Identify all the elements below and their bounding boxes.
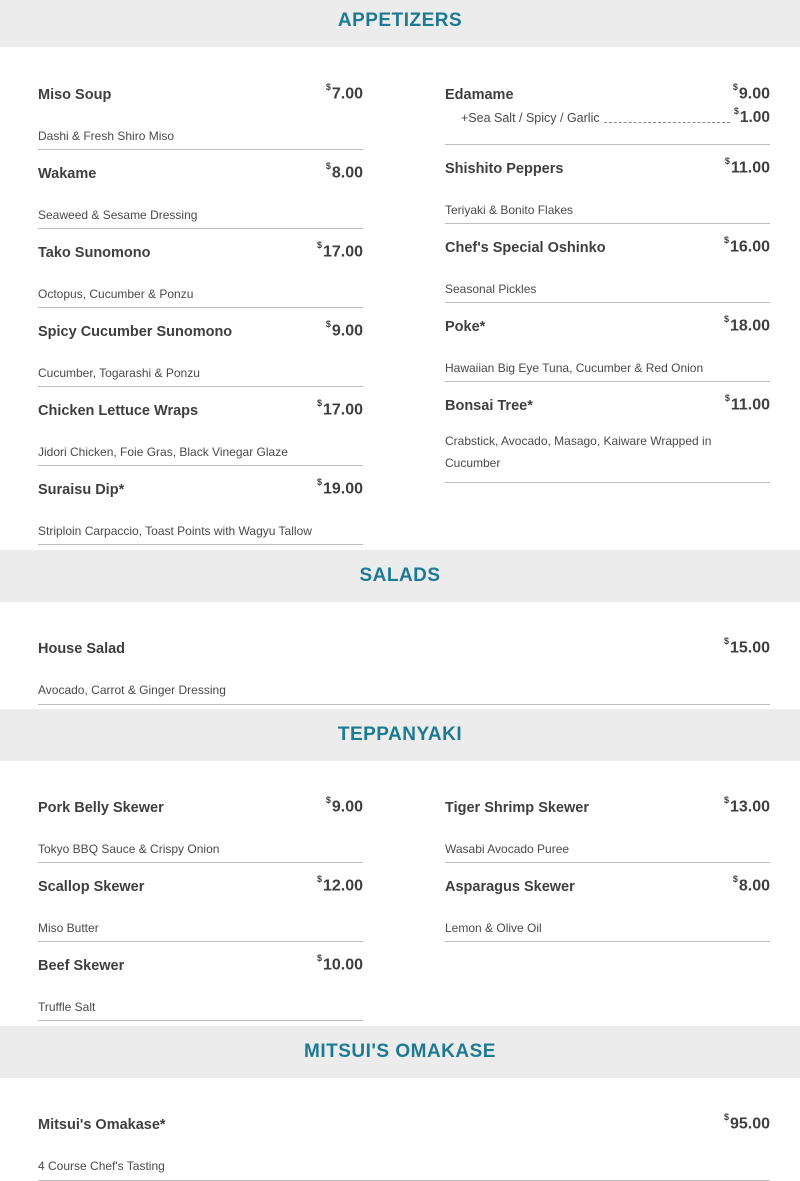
item-description: Octopus, Cucumber & Ponzu [38, 287, 194, 301]
currency-symbol: $ [316, 398, 322, 408]
menu-item [38, 239, 363, 308]
currency-symbol: $ [732, 874, 738, 884]
currency-symbol: $ [325, 319, 331, 329]
currency-symbol: $ [316, 874, 322, 884]
currency-symbol: $ [723, 795, 729, 805]
menu-item [445, 794, 770, 863]
section-header-appetizers [0, 0, 800, 47]
menu-item [445, 313, 770, 382]
item-price: $11.00 [724, 156, 770, 177]
menu-item [38, 635, 770, 705]
currency-symbol: $ [316, 477, 322, 487]
item-addon [461, 108, 770, 127]
item-name: Suraisu Dip* [38, 482, 125, 498]
section-title: SALADS [359, 565, 441, 586]
item-name: Bonsai Tree* [445, 398, 533, 414]
item-name: Pork Belly Skewer [38, 800, 164, 816]
item-price: $9.00 [325, 319, 363, 340]
menu-item [445, 234, 770, 303]
item-price: $12.00 [316, 874, 363, 895]
item-price: $8.00 [732, 874, 770, 895]
currency-symbol: $ [316, 953, 322, 963]
item-name: Mitsui's Omakase* [38, 1117, 166, 1133]
menu-item [38, 318, 363, 387]
currency-symbol: $ [723, 314, 729, 324]
item-name: Miso Soup [38, 87, 112, 103]
item-name: Edamame [445, 87, 514, 103]
menu-item [445, 392, 770, 483]
item-price: $17.00 [316, 398, 363, 419]
item-description: Seaweed & Sesame Dressing [38, 208, 198, 222]
section-header-salads [0, 550, 800, 602]
item-description: Hawaiian Big Eye Tuna, Cucumber & Red Onion [445, 361, 704, 375]
item-price: $19.00 [316, 477, 363, 498]
currency-symbol: $ [723, 235, 729, 245]
item-price: $17.00 [316, 240, 363, 261]
currency-symbol: $ [724, 156, 730, 166]
menu-item [445, 873, 770, 942]
section-title: APPETIZERS [337, 10, 463, 31]
menu-item [38, 397, 363, 466]
menu-item [445, 155, 770, 224]
menu-item [38, 476, 363, 545]
item-price: $16.00 [723, 235, 770, 256]
item-price: $11.00 [724, 393, 770, 414]
menu-item [38, 873, 363, 942]
item-name: Tako Sunomono [38, 245, 151, 261]
item-price: $8.00 [325, 161, 363, 182]
item-description: Tokyo BBQ Sauce & Crispy Onion [38, 842, 220, 856]
item-name: Scallop Skewer [38, 879, 145, 895]
item-name: Tiger Shrimp Skewer [445, 800, 589, 816]
item-price: $9.00 [325, 795, 363, 816]
addon-price: $1.00 [733, 106, 770, 127]
currency-symbol: $ [325, 795, 331, 805]
item-description: Striploin Carpaccio, Toast Points with Wagyu Tallow [38, 524, 312, 538]
item-name: House Salad [38, 641, 126, 657]
item-price: $95.00 [723, 1112, 770, 1133]
currency-symbol: $ [723, 636, 729, 646]
currency-symbol: $ [316, 240, 322, 250]
currency-symbol: $ [732, 82, 738, 92]
menu-item [38, 952, 363, 1021]
menu-item [38, 160, 363, 229]
item-name: Poke* [445, 319, 486, 335]
item-name: Shishito Peppers [445, 161, 564, 177]
item-description: Cucumber, Togarashi & Ponzu [38, 366, 200, 380]
currency-symbol: $ [724, 393, 730, 403]
currency-symbol: $ [325, 161, 331, 171]
section-title: MITSUI'S OMAKASE [304, 1041, 496, 1062]
item-description: Teriyaki & Bonito Flakes [445, 203, 574, 217]
item-name: Beef Skewer [38, 958, 125, 974]
menu-item [445, 81, 770, 145]
menu-item [38, 81, 363, 150]
currency-symbol: $ [733, 106, 739, 116]
section-title: TEPPANYAKI [337, 724, 463, 745]
item-description: 4 Course Chef's Tasting [38, 1159, 165, 1173]
menu-item [38, 1111, 770, 1181]
item-price: $9.00 [732, 82, 770, 103]
item-description: Jidori Chicken, Foie Gras, Black Vinegar Glaze [38, 445, 288, 459]
item-name: Chef's Special Oshinko [445, 240, 606, 256]
item-description: Avocado, Carrot & Ginger Dressing [38, 683, 226, 697]
item-description: Crabstick, Avocado, Masago, Kaiware Wrapped in Cucumber [445, 434, 712, 470]
currency-symbol: $ [325, 82, 331, 92]
item-name: Chicken Lettuce Wraps [38, 403, 199, 419]
item-description: Lemon & Olive Oil [445, 921, 542, 935]
dot-leader [604, 121, 730, 123]
item-price: $15.00 [723, 636, 770, 657]
item-name: Wakame [38, 166, 97, 182]
item-description: Wasabi Avocado Puree [445, 842, 570, 856]
item-name: Asparagus Skewer [445, 879, 575, 895]
section-header-omakase [0, 1026, 800, 1078]
item-name: Spicy Cucumber Sunomono [38, 324, 233, 340]
section-header-teppanyaki [0, 709, 800, 761]
menu-item [38, 794, 363, 863]
currency-symbol: $ [723, 1112, 729, 1122]
item-price: $10.00 [316, 953, 363, 974]
item-price: $13.00 [723, 795, 770, 816]
item-description: Miso Butter [38, 921, 99, 935]
item-description: Seasonal Pickles [445, 282, 537, 296]
item-price: $18.00 [723, 314, 770, 335]
item-description: Truffle Salt [38, 1000, 96, 1014]
item-description: Dashi & Fresh Shiro Miso [38, 129, 175, 143]
item-price: $7.00 [325, 82, 363, 103]
addon-label: +Sea Salt / Spicy / Garlic [461, 110, 600, 125]
